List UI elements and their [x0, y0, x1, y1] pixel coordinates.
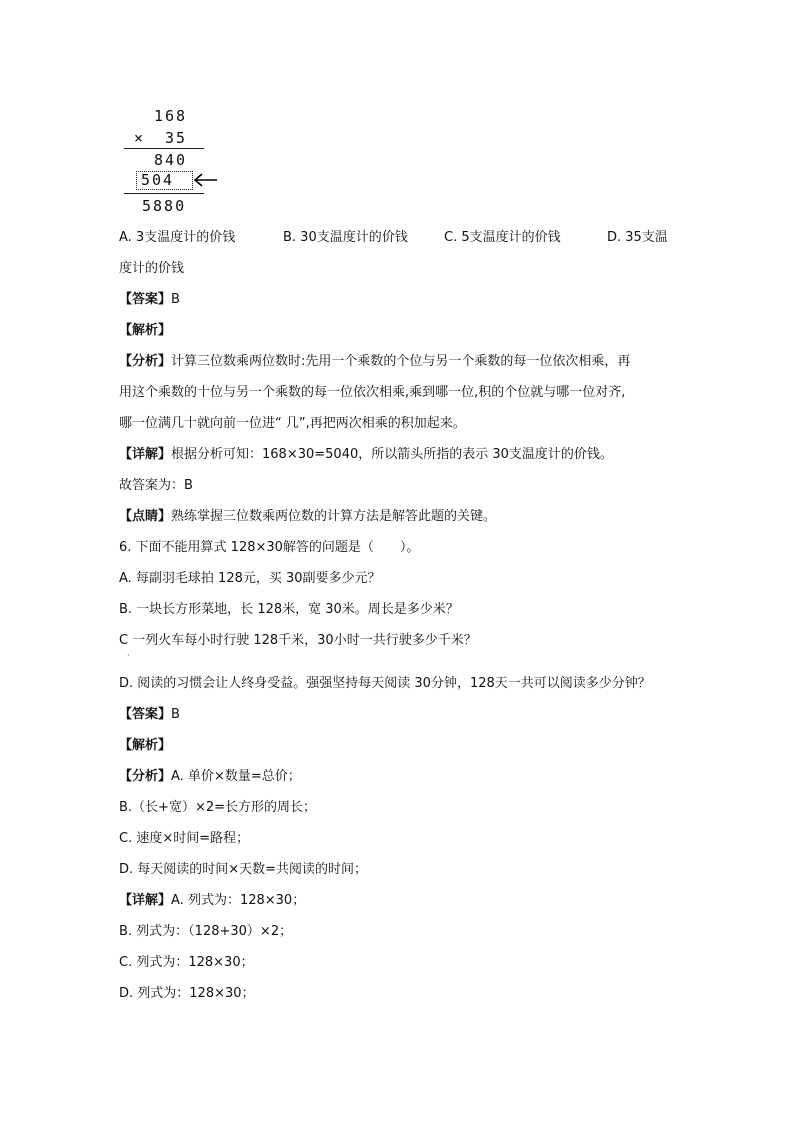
q5-option-b: B. 30支温度计的价钱 [283, 230, 408, 245]
xiangjie-text: A. 列式为：128×30； [171, 893, 306, 908]
q6-answer [119, 707, 180, 723]
stray-dot: · [127, 651, 130, 660]
q5-option-c: C. 5支温度计的价钱 [444, 230, 561, 245]
q6-analysis-heading: 【解析】 [119, 738, 172, 753]
q5-dianjing [119, 509, 496, 525]
fenxi-label: 【分析】 [119, 769, 172, 784]
q6-fenxi-a [119, 769, 301, 785]
q6-xiangjie-c: C. 列式为：128×30； [119, 955, 254, 970]
q6-fenxi-b: B.（长+宽）×2=长方形的周长； [119, 800, 316, 815]
calc-rule-top [124, 148, 204, 149]
q6-option-b: B. 一块长方形菜地，长 128米，宽 30米。周长是多少米？ [119, 602, 459, 617]
left-arrow-icon [193, 172, 219, 188]
multiplier: 35 [165, 129, 188, 147]
q6-option-d: D. 阅读的习惯会让人终身受益。强强坚持每天阅读 30分钟，128天一共可以阅读多少分钟？ [119, 676, 651, 691]
answer-label: 【答案】 [119, 292, 172, 307]
calc-rule-bottom [124, 193, 204, 194]
answer-label: 【答案】 [119, 707, 172, 722]
xiangjie-label: 【详解】 [119, 893, 172, 908]
q6-xiangjie-b: B. 列式为：（128+30）×2； [119, 924, 293, 939]
partial-product-1: 840 [154, 151, 188, 169]
fenxi-label: 【分析】 [119, 354, 172, 369]
q6-xiangjie-a [119, 893, 305, 909]
xiangjie-label: 【详解】 [119, 447, 172, 462]
q5-option-d: D. 35支温 [607, 230, 668, 245]
q5-option-d-continued: 度计的价钱 [119, 261, 185, 276]
multiplicand: 168 [154, 107, 188, 125]
answer-value: B [171, 707, 180, 722]
product-result: 5880 [142, 197, 187, 215]
xiangjie-text: 根据分析可知：168×30=5040，所以箭头所指的表示 30支温度计的价钱。 [171, 447, 613, 462]
q6-fenxi-d: D. 每天阅读的时间×天数=共阅读的时间； [119, 862, 368, 877]
q6-xiangjie-d: D. 列式为：128×30； [119, 986, 255, 1001]
q5-conclusion: 故答案为：B [119, 478, 193, 493]
q5-fenxi-line-1 [119, 354, 630, 370]
times-sign: × [134, 129, 146, 147]
q5-xiangjie [119, 447, 613, 463]
q5-option-a: A. 3支温度计的价钱 [119, 230, 236, 245]
q6-option-a: A. 每副羽毛球拍 128元，买 30副要多少元？ [119, 571, 381, 586]
partial-product-2: 504 [141, 171, 175, 189]
q5-fenxi-line-3: 哪一位满几十就向前一位进“ 几”,再把两次相乘的积加起来。 [119, 416, 466, 431]
answer-value: B [171, 292, 180, 307]
dianjing-text: 熟练掌握三位数乘两位数的计算方法是解答此题的关键。 [171, 509, 497, 524]
q6-option-c: C 一列火车每小时行驶 128千米，30小时一共行驶多少千米？ [119, 633, 477, 648]
q5-fenxi-line-2: 用这个乘数的十位与另一个乘数的每一位依次相乘,乘到哪一位,积的个位就与哪一位对齐, [119, 385, 626, 400]
q5-analysis-heading: 【解析】 [119, 323, 172, 338]
q6-title: 6. 下面不能用算式 128×30解答的问题是（ ）。 [119, 540, 420, 555]
fenxi-text: A. 单价×数量=总价； [171, 769, 301, 784]
q5-answer [119, 292, 180, 308]
q6-fenxi-c: C. 速度×时间=路程； [119, 831, 250, 846]
dianjing-label: 【点睛】 [119, 509, 172, 524]
fenxi-text: 计算三位数乘两位数时:先用一个乘数的个位与另一个乘数的每一位依次相乘，再 [171, 354, 631, 369]
